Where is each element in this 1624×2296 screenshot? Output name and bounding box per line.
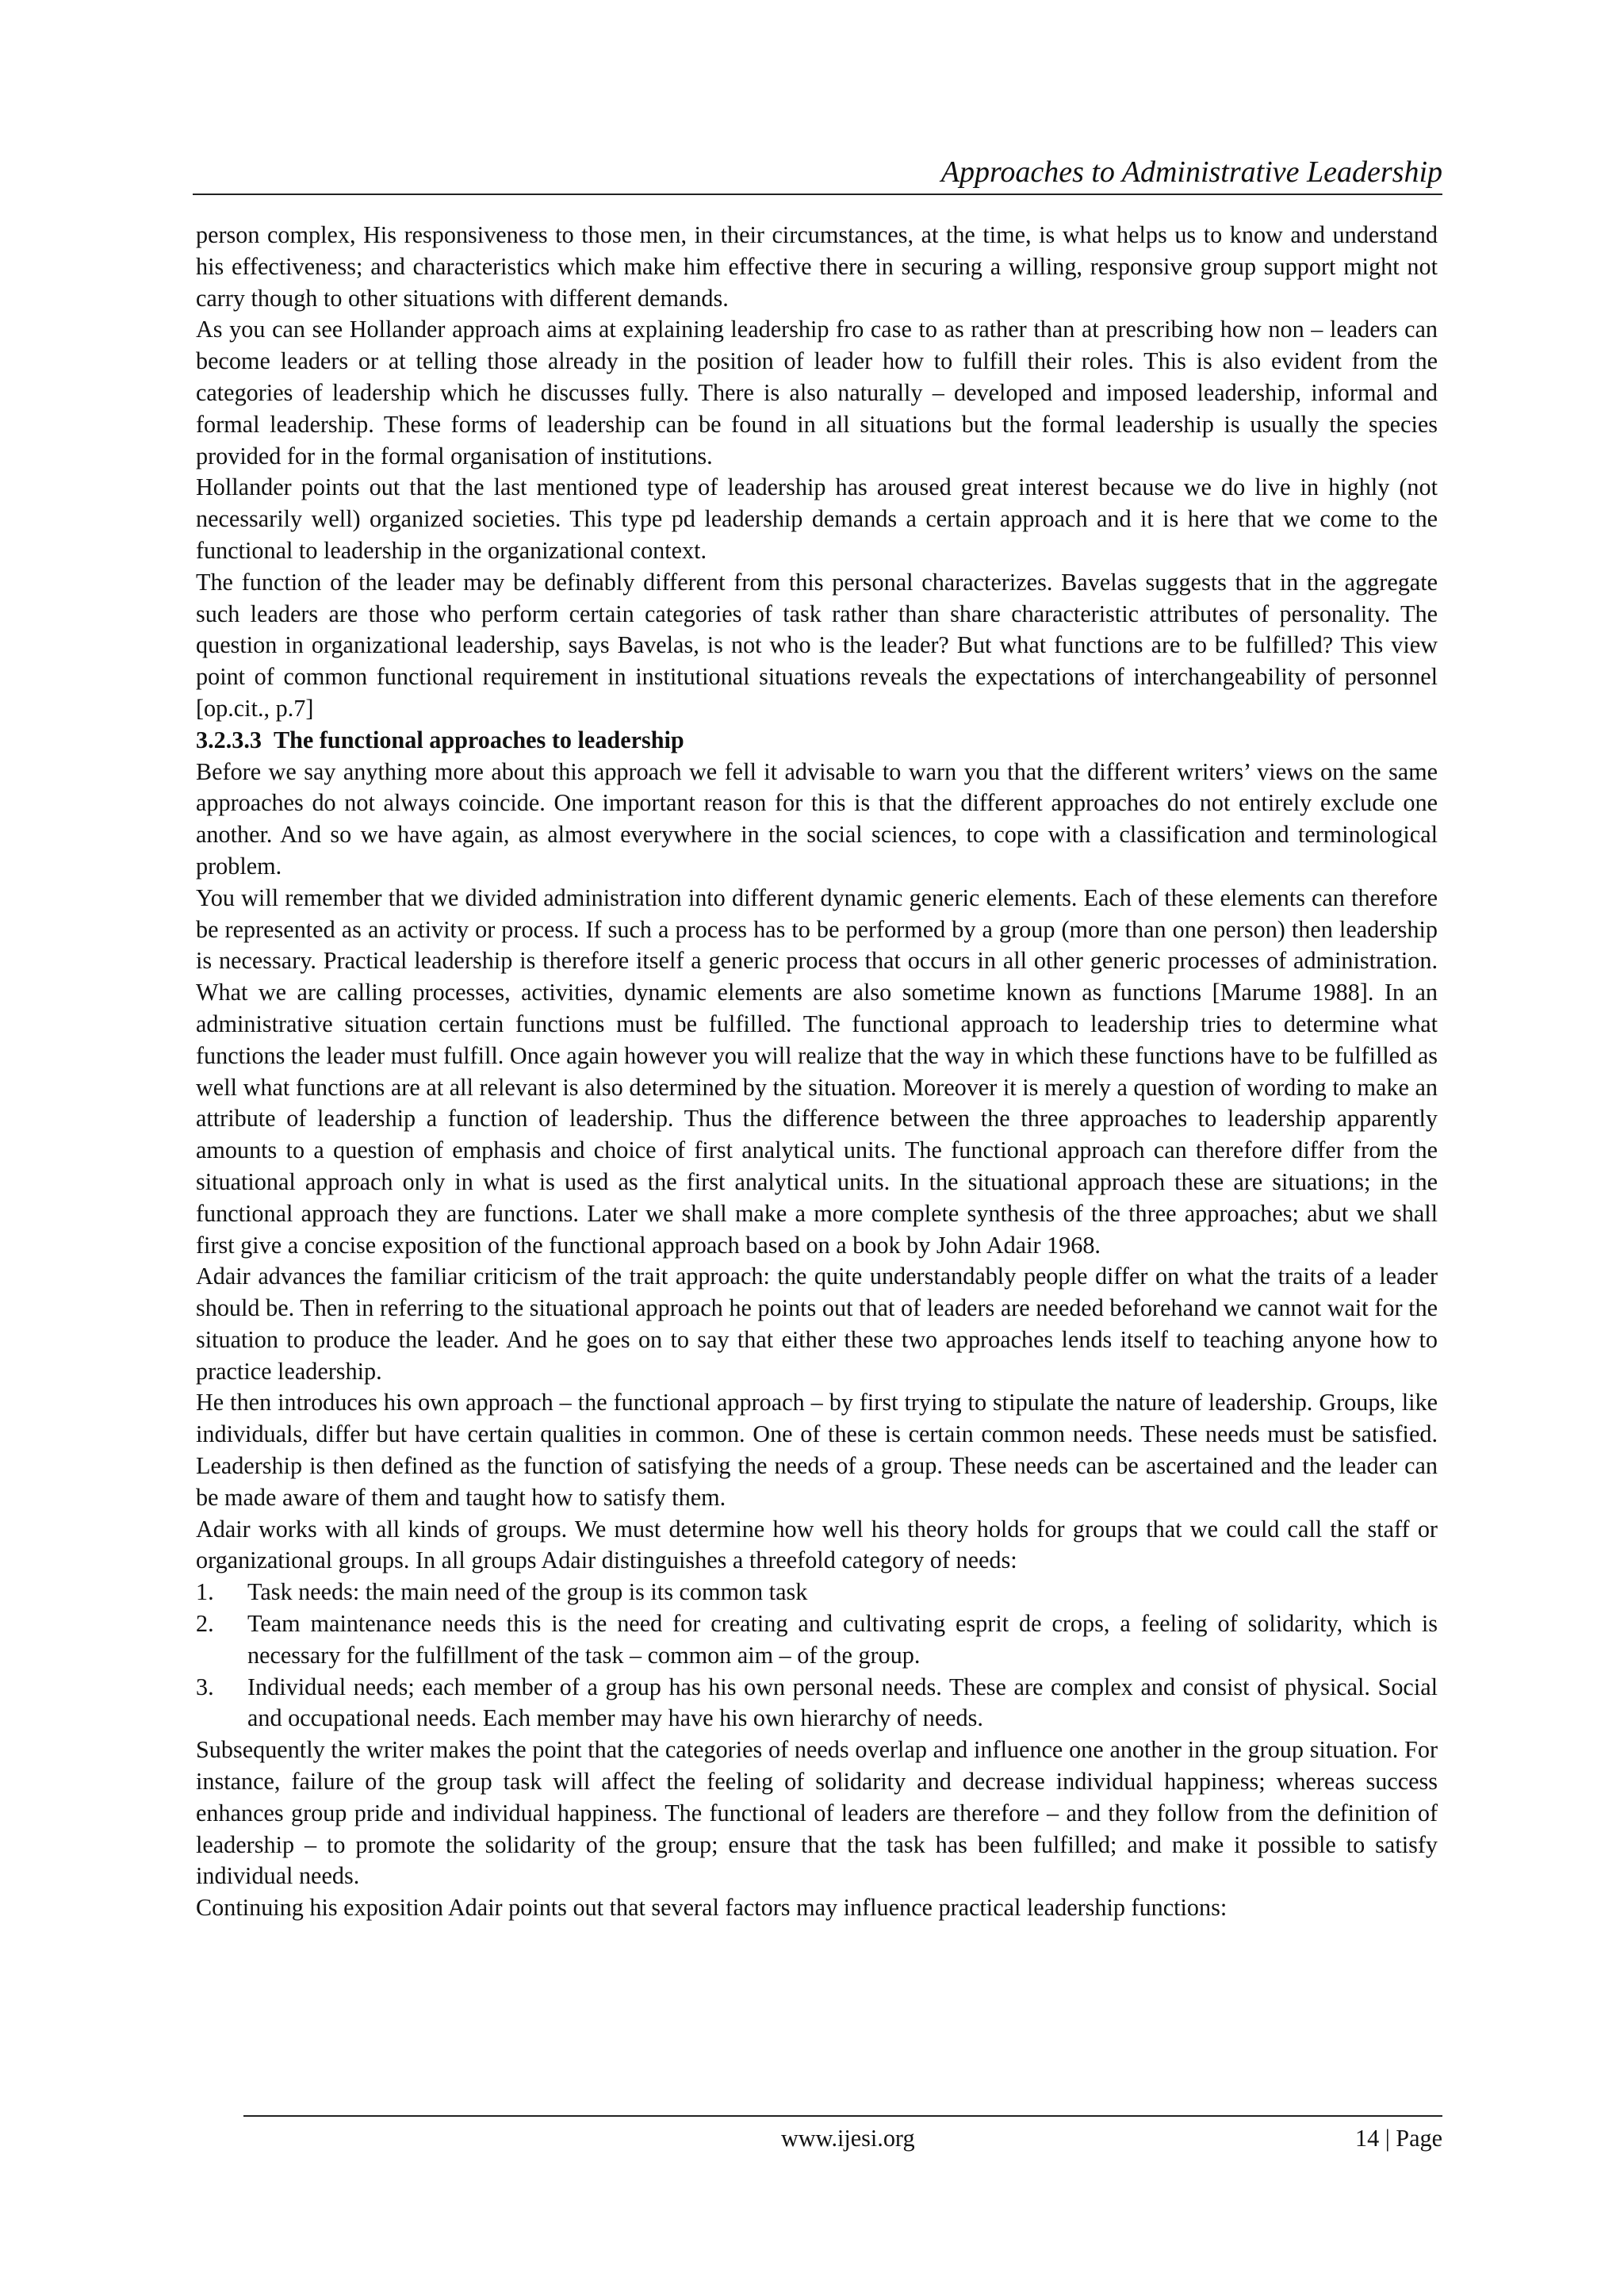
- needs-list: [196, 1577, 1438, 1734]
- list-item: [196, 1577, 1438, 1608]
- running-header-title: Approaches to Administrative Leadership: [940, 155, 1442, 189]
- paragraph: Hollander points out that the last mentioned type of leadership has aroused great interest because we do live in highly (not necessarily well) organized societies. This type pd leadership demands a certain approach and it is here that we come to the functional to leadership in the organizational context.: [196, 473, 1438, 564]
- paragraph: person complex, His responsiveness to those men, in their circumstances, at the time, is what helps us to know and understand his effectiveness; and characteristics which make him effective there in securing a willing, responsive group support might not carry though to other situations with different demands.: [196, 221, 1438, 312]
- section-heading: [196, 725, 1438, 757]
- list-item-number: 1.: [196, 1578, 214, 1606]
- footer-url: www.ijesi.org: [781, 2125, 915, 2152]
- paragraph: Adair advances the familiar criticism of the trait approach: the quite understandably people differ on what the traits of a leader should be. Then in referring to the situational approach he points out that of leaders are needed beforehand we cannot wait for the situation to produce the leader. And he goes on to say that either these two approaches lends itself to teaching anyone how to practice leadership.: [196, 1263, 1438, 1385]
- section-title: The functional approaches to leadership: [274, 726, 684, 753]
- list-item-text: Task needs: the main need of the group is its common task: [247, 1578, 808, 1606]
- page-number: 14 | Page: [1354, 2125, 1442, 2152]
- paragraph: Adair works with all kinds of groups. We must determine how well his theory holds for groups that we could call the staff or organizational groups. In all groups Adair distinguishes a threefold category of needs:: [196, 1515, 1438, 1574]
- paragraph: As you can see Hollander approach aims at explaining leadership fro case to as rather than at prescribing how non – leaders can become leaders or at telling those already in the position of leader how to fulfill their roles. This is also evident from the categories of leadership which he discusses fully. There is also naturally – developed and imposed leadership, informal and formal leadership. These forms of leadership can be found in all situations but the formal leadership is usually the species provided for in the formal organisation of institutions.: [196, 316, 1438, 470]
- paragraph: You will remember that we divided administration into different dynamic generic elements. Each of these elements can therefore be represented as an activity or process. If such a process has to be performed by a group (more than one person) then leadership is necessary. Practical leadership is therefore itself a generic process that occurs in all other generic processes of administration. What we are calling processes, activities, dynamic elements are also sometime known as functions [Marume 1988]. In an administrative situation certain functions must be fulfilled. The functional approach to leadership tries to determine what functions the leader must fulfill. Once again however you will realize that the way in which these functions have to be fulfilled as well what functions are at all relevant is also determined by the situation. Moreover it is merely a question of wording to make an attribute of leadership a function of leadership. Thus the difference between the three approaches to leadership apparently amounts to a question of emphasis and choice of first analytical units. The functional approach can therefore differ from the situational approach only in what is used as the first analytical units. In the situational approach these are situations; in the functional approach they are functions. Later we shall make a more complete synthesis of the three approaches; abut we shall first give a concise exposition of the functional approach based on a book by John Adair 1968.: [196, 884, 1438, 1259]
- list-item-text: Individual needs; each member of a group has his own personal needs. These are complex and consist of physical. Social and occupational needs. Each member may have his own hierarchy of needs.: [247, 1673, 1438, 1732]
- paragraph: Before we say anything more about this approach we fell it advisable to warn you that the different writers’ views on the same approaches do not always coincide. One important reason for this is that the different approaches do not entirely exclude one another. And so we have again, as almost everywhere in the social sciences, to cope with a classification and terminological problem.: [196, 757, 1438, 880]
- paragraph: He then introduces his own approach – the functional approach – by first trying to stipulate the nature of leadership. Groups, like individuals, differ but have certain qualities in common. One of these is certain common needs. These needs must be satisfied. Leadership is then defined as the function of satisfying the needs of a group. These needs can be ascertained and the leader can be made aware of them and taught how to satisfy them.: [196, 1389, 1438, 1511]
- paragraph: Subsequently the writer makes the point that the categories of needs overlap and influence one another in the group situation. For instance, failure of the group task will affect the feeling of solidarity and decrease individual happiness; whereas success enhances group pride and individual happiness. The functional of leaders are therefore – and they follow from the definition of leadership – to promote the solidarity of the group; ensure that the task has been fulfilled; and make it possible to satisfy individual needs.: [196, 1736, 1438, 1890]
- list-item: [196, 1608, 1438, 1672]
- paragraph: The function of the leader may be definably different from this personal characterizes. Bavelas suggests that in the aggregate such leaders are those who perform certain categories of task rather than share characteristic attributes of personality. The question in organizational leadership, says Bavelas, is not who is the leader? But what functions are to be fulfilled? This view point of common functional requirement in institutional situations reveals the expectations of interchangeability of personnel [op.cit., p.7]: [196, 568, 1438, 722]
- section-number: 3.2.3.3: [196, 726, 262, 753]
- list-item-number: 3.: [196, 1673, 214, 1700]
- article-body: [196, 220, 1438, 1924]
- list-item: [196, 1672, 1438, 1735]
- paragraph: Continuing his exposition Adair points out that several factors may influence practical leadership functions:: [196, 1894, 1228, 1922]
- footer-divider: [243, 2115, 1442, 2117]
- header-divider: [193, 194, 1442, 195]
- list-item-text: Team maintenance needs this is the need for creating and cultivating esprit de crops, a feeling of solidarity, which is necessary for the fulfillment of the task – common aim – of the group.: [247, 1610, 1438, 1669]
- list-item-number: 2.: [196, 1610, 214, 1638]
